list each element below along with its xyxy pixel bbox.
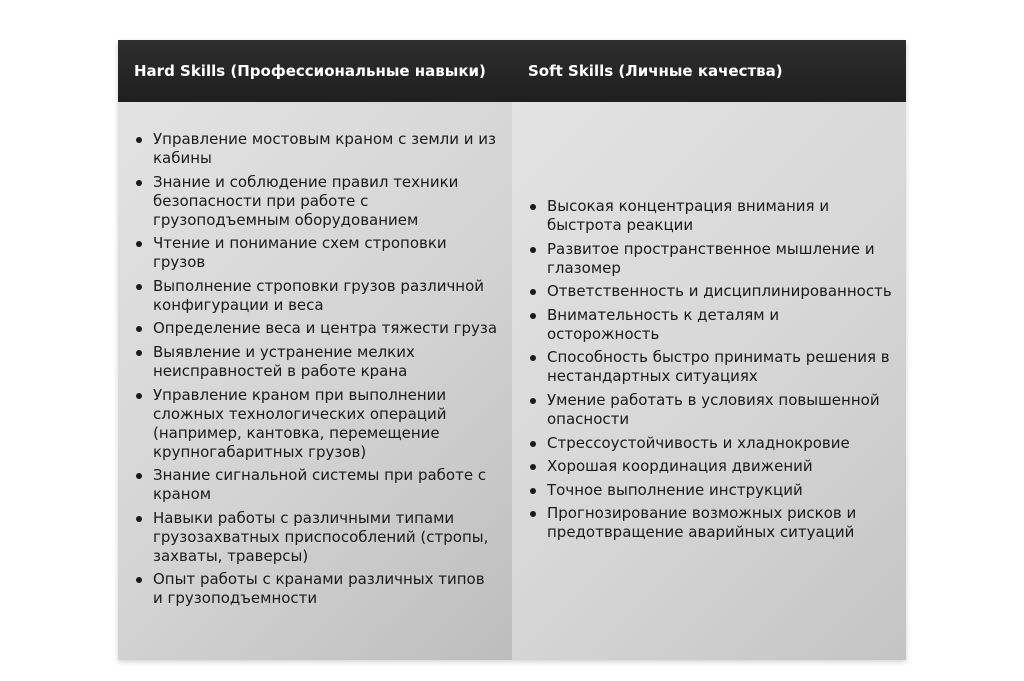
table-body	[118, 102, 906, 660]
skills-table	[118, 40, 906, 660]
hard-skills-list	[134, 130, 498, 608]
list-item: Выявление и устранение мелких неисправностей в работе крана	[134, 343, 498, 381]
list-item: Чтение и понимание схем строповки грузов	[134, 234, 498, 272]
list-item: Точное выполнение инструкций	[528, 481, 892, 500]
list-item: Выполнение строповки грузов различной конфигурации и веса	[134, 277, 498, 315]
list-item: Управление краном при выполнении сложных технологических операций (например, кантовка, перемещение крупногабаритных грузов)	[134, 386, 498, 462]
list-item: Прогнозирование возможных рисков и предотвращение аварийных ситуаций	[528, 504, 892, 542]
list-item: Высокая концентрация внимания и быстрота реакции	[528, 197, 892, 235]
soft-skills-header: Soft Skills (Личные качества)	[528, 62, 783, 80]
list-item: Внимательность к деталям и осторожность	[528, 306, 892, 344]
list-item: Опыт работы с кранами различных типов и грузоподъемности	[134, 570, 498, 608]
hard-skills-column	[118, 102, 512, 660]
list-item: Стрессоустойчивость и хладнокровие	[528, 434, 892, 453]
list-item: Знание и соблюдение правил техники безопасности при работе с грузоподъемным оборудованием	[134, 173, 498, 230]
soft-skills-list	[528, 197, 892, 542]
list-item: Умение работать в условиях повышенной опасности	[528, 391, 892, 429]
soft-skills-column	[512, 102, 906, 660]
list-item: Способность быстро принимать решения в нестандартных ситуациях	[528, 348, 892, 386]
table-header	[118, 40, 906, 102]
hard-skills-header: Hard Skills (Профессиональные навыки)	[134, 62, 486, 80]
list-item: Развитое пространственное мышление и глазомер	[528, 240, 892, 278]
list-item: Навыки работы с различными типами грузозахватных приспособлений (стропы, захваты, траверсы)	[134, 509, 498, 566]
list-item: Хорошая координация движений	[528, 457, 892, 476]
list-item: Ответственность и дисциплинированность	[528, 282, 892, 301]
list-item: Знание сигнальной системы при работе с краном	[134, 466, 498, 504]
list-item: Определение веса и центра тяжести груза	[134, 319, 498, 338]
list-item: Управление мостовым краном с земли и из кабины	[134, 130, 498, 168]
